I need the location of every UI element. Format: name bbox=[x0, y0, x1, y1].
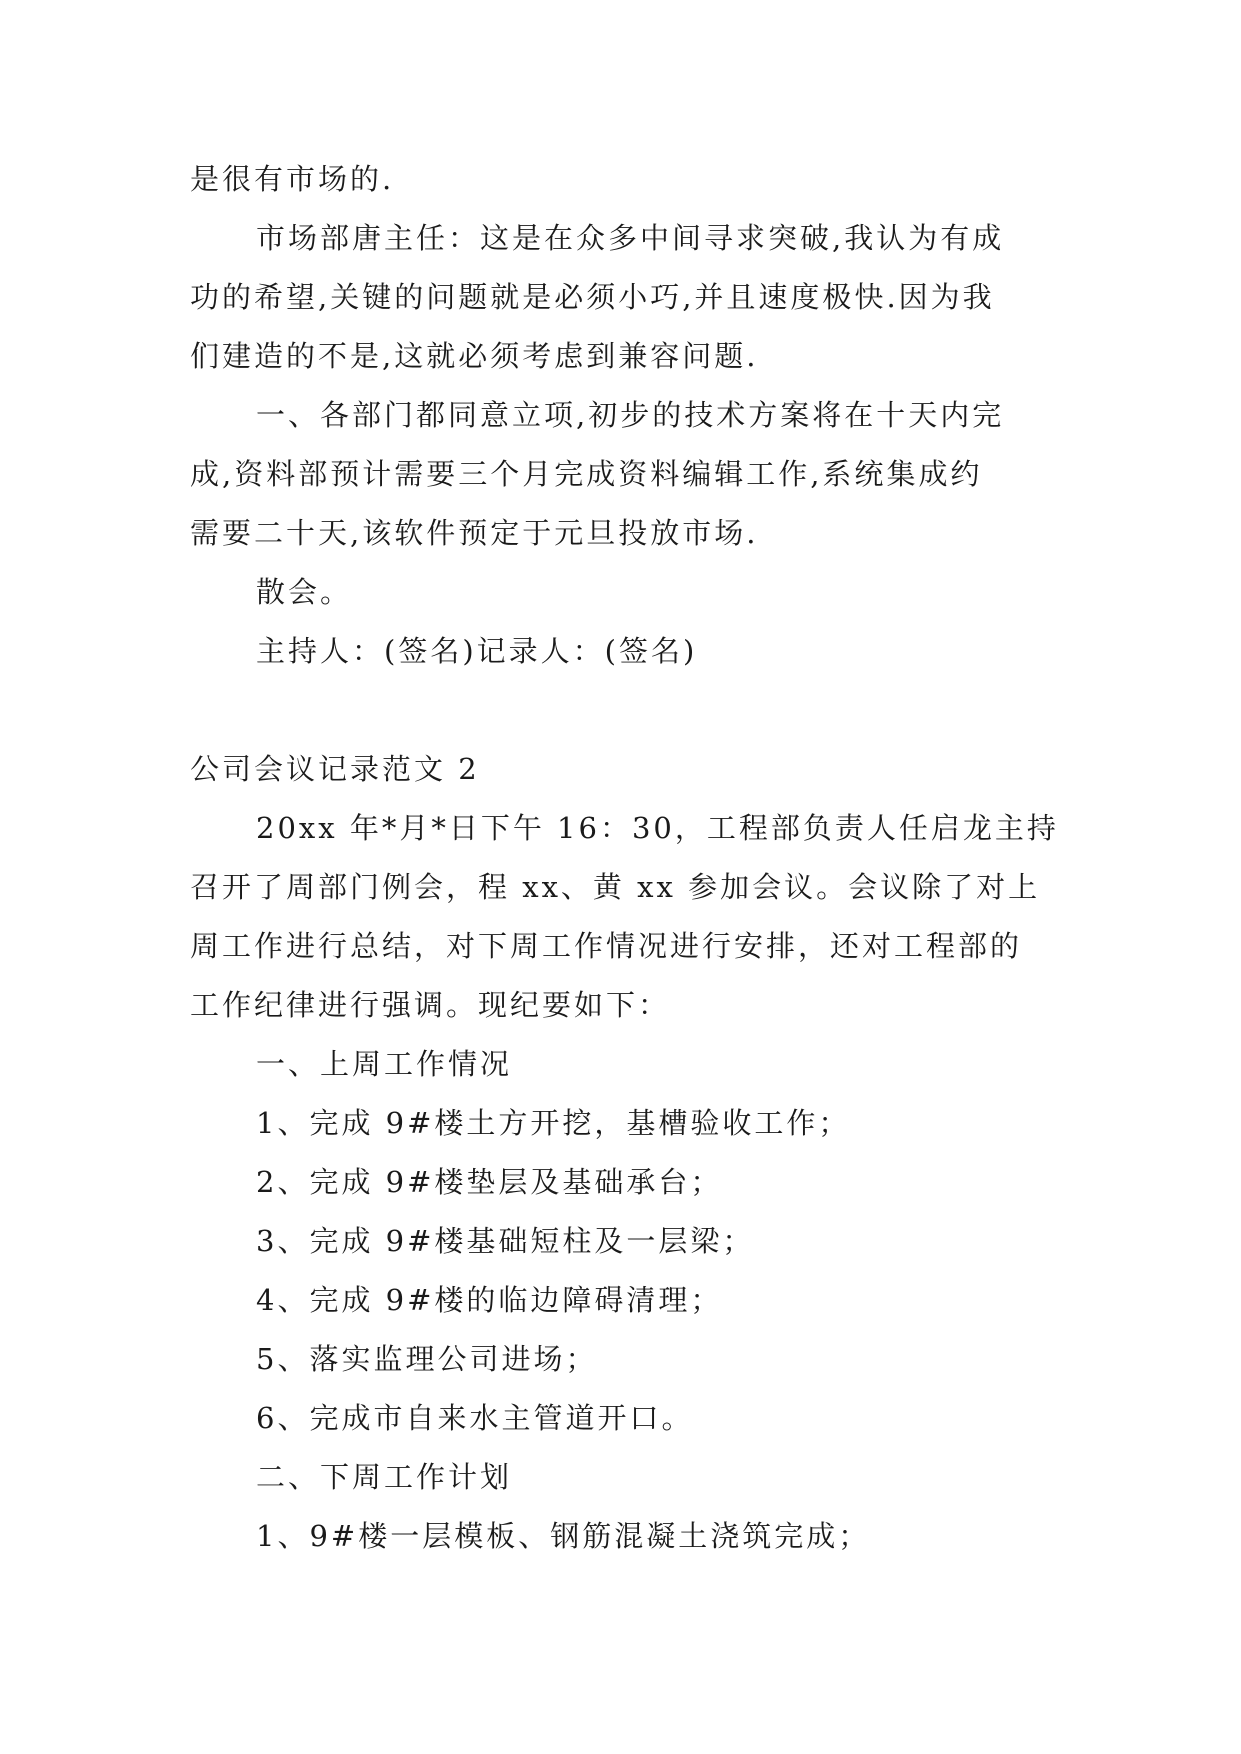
paragraph-line: 功的希望,关键的问题就是必须小巧,并且速度极快.因为我 bbox=[190, 280, 995, 314]
paragraph-line: 需要二十天,该软件预定于元旦投放市场. bbox=[190, 516, 759, 550]
paragraph-line: 周工作进行总结，对下周工作情况进行安排，还对工程部的 bbox=[190, 929, 1023, 963]
list-item: 4、完成 9#楼的临边障碍清理； bbox=[256, 1283, 723, 1317]
paragraph-line: 是很有市场的. bbox=[190, 162, 395, 196]
section-title: 公司会议记录范文 2 bbox=[190, 752, 480, 786]
list-item: 1、完成 9#楼土方开挖，基槽验收工作； bbox=[256, 1106, 851, 1140]
document-page bbox=[190, 150, 1060, 1566]
list-heading: 一、上周工作情况 bbox=[256, 1047, 513, 1081]
list-item: 1、9#楼一层模板、钢筋混凝土浇筑完成； bbox=[256, 1519, 871, 1553]
list-item: 2、完成 9#楼垫层及基础承台； bbox=[256, 1165, 723, 1199]
adjourn-line: 散会。 bbox=[256, 575, 353, 609]
list-item: 5、落实监理公司进场； bbox=[256, 1342, 598, 1376]
paragraph-line: 20xx 年*月*日下午 16：30，工程部负责人任启龙主持 bbox=[256, 811, 1059, 845]
signature-line: 主持人：(签名)记录人：(签名) bbox=[256, 634, 698, 668]
list-item: 3、完成 9#楼基础短柱及一层梁； bbox=[256, 1224, 755, 1258]
paragraph-line: 工作纪律进行强调。现纪要如下： bbox=[190, 988, 671, 1022]
paragraph-line: 成,资料部预计需要三个月完成资料编辑工作,系统集成约 bbox=[190, 457, 983, 491]
section-spacer bbox=[190, 681, 1060, 740]
paragraph-line: 一、各部门都同意立项,初步的技术方案将在十天内完 bbox=[256, 398, 1005, 432]
list-heading: 二、下周工作计划 bbox=[256, 1460, 513, 1494]
paragraph-line: 市场部唐主任：这是在众多中间寻求突破,我认为有成 bbox=[256, 221, 1005, 255]
paragraph-line: 们建造的不是,这就必须考虑到兼容问题. bbox=[190, 339, 759, 373]
paragraph-line: 召开了周部门例会，程 xx、黄 xx 参加会议。会议除了对上 bbox=[190, 870, 1041, 904]
list-item: 6、完成市自来水主管道开口。 bbox=[256, 1401, 694, 1435]
